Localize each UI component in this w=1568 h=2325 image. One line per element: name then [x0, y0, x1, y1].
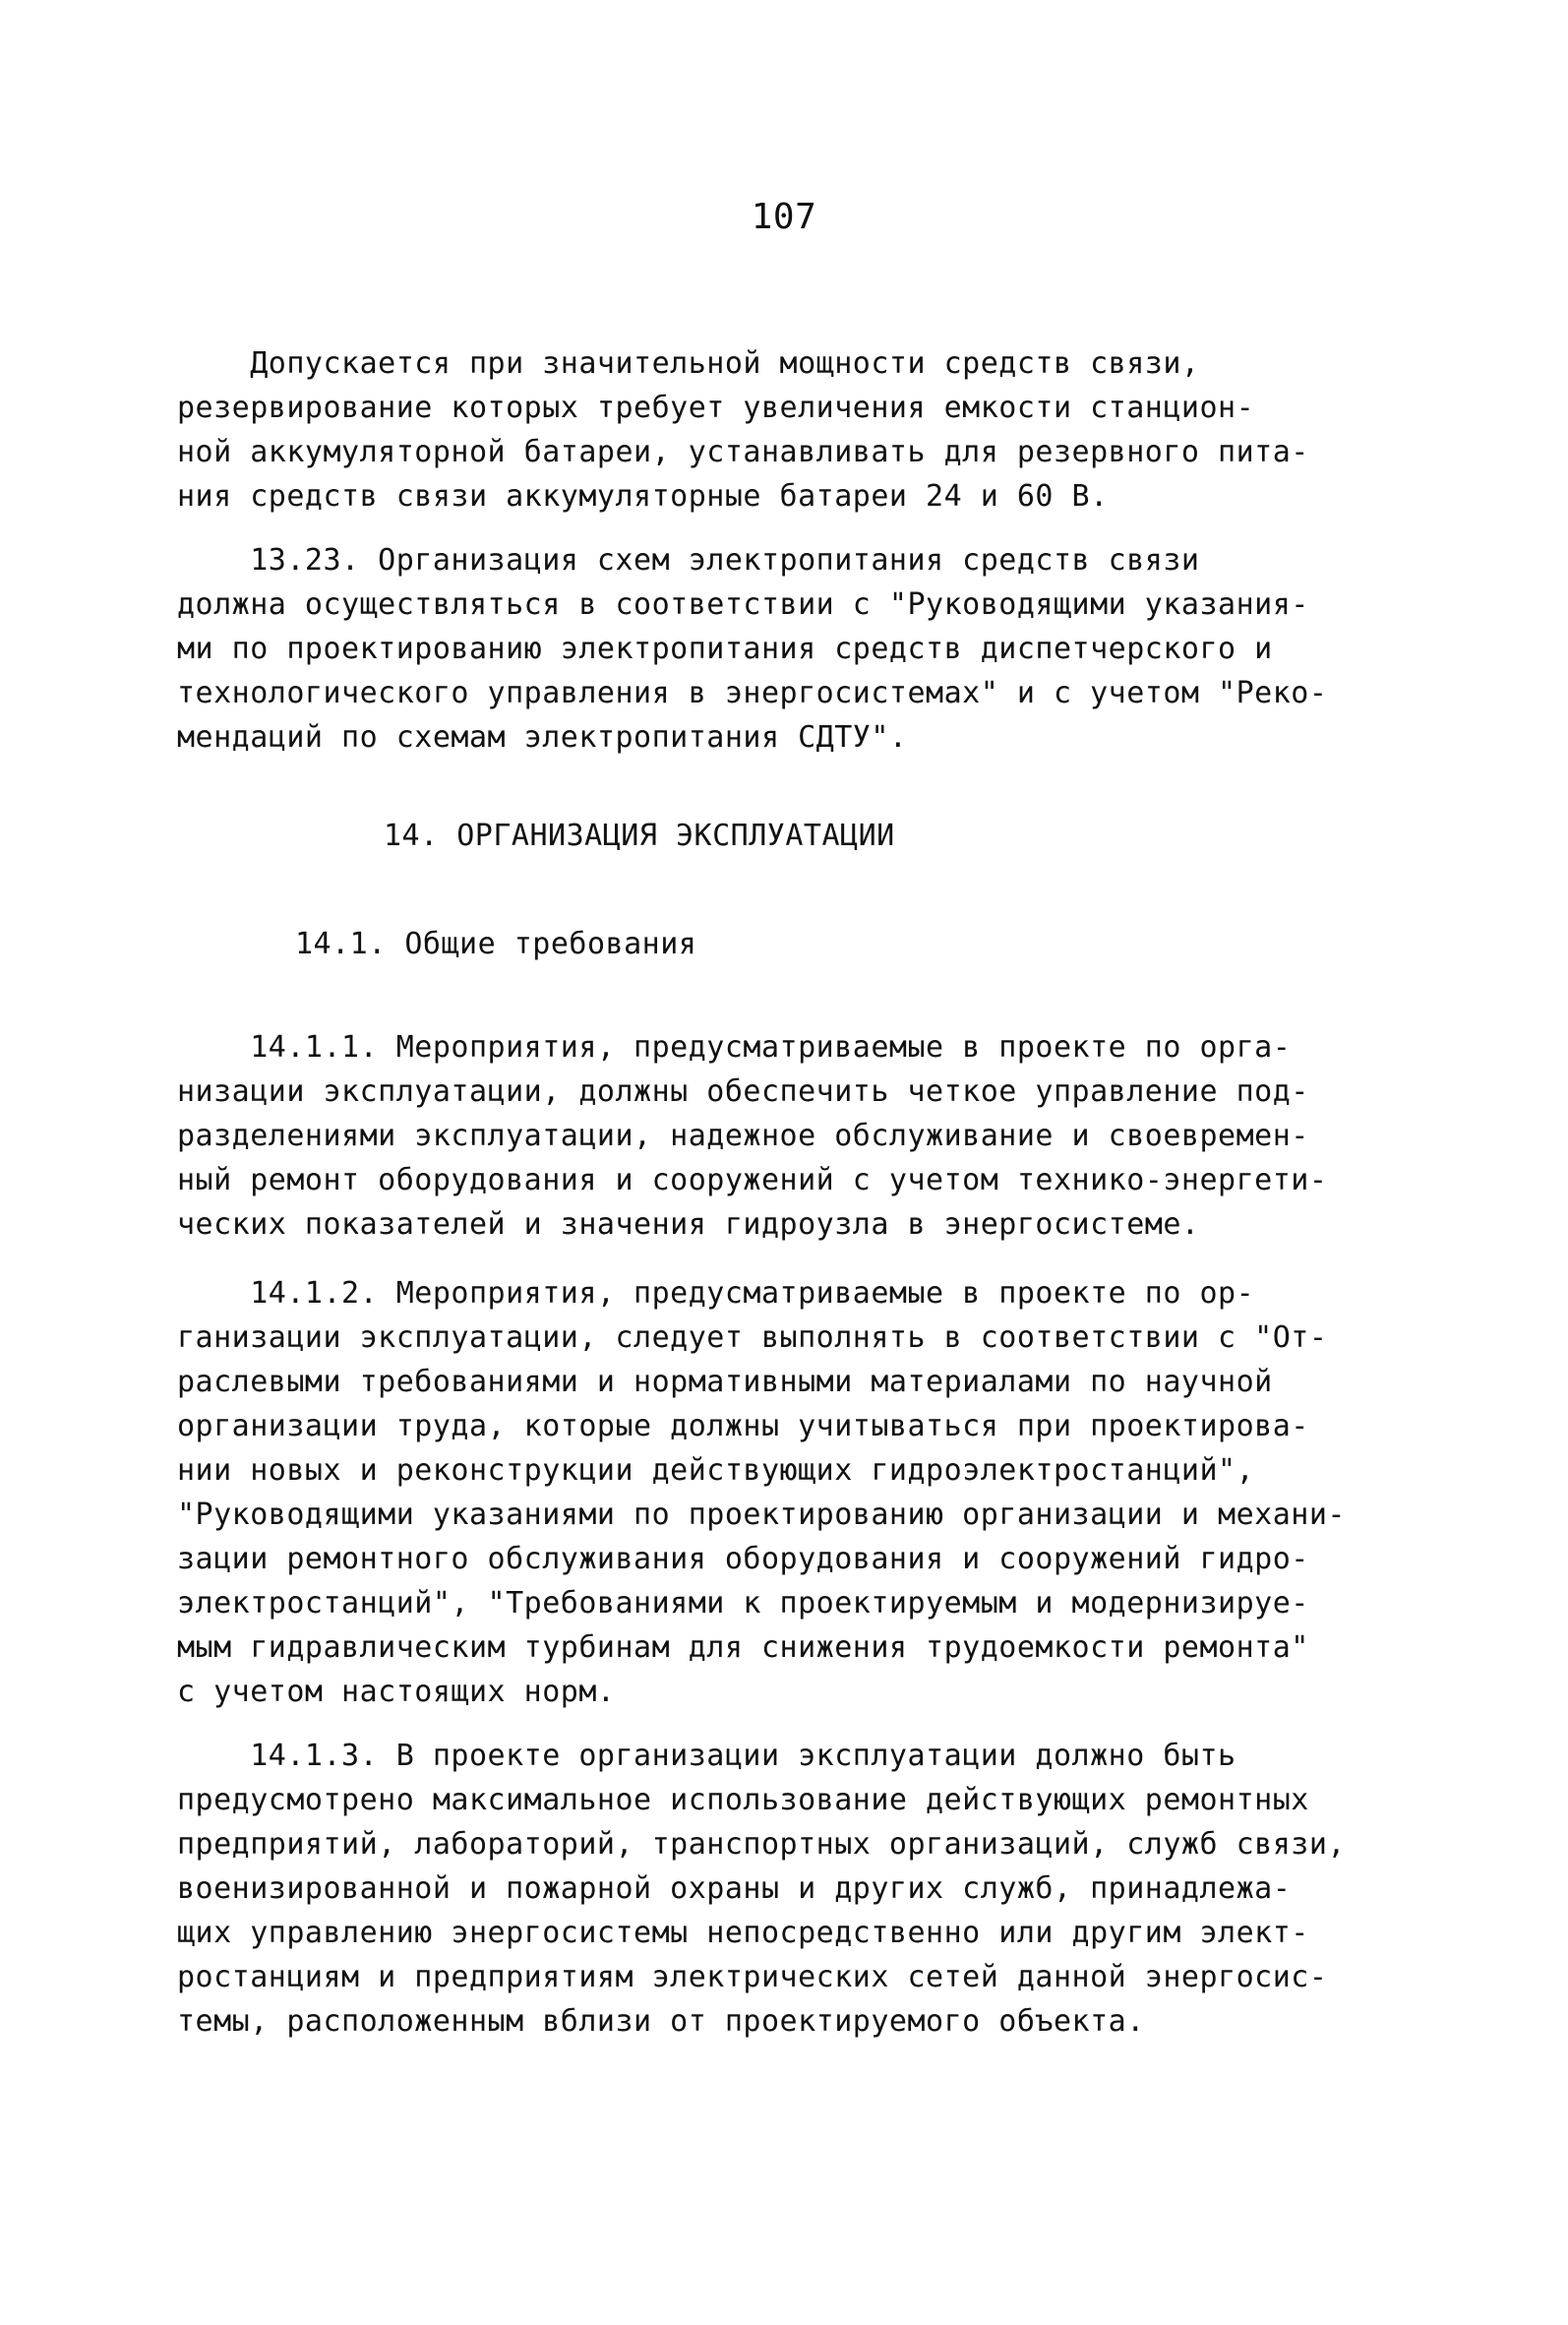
text-line: нии новых и реконструкции действующих гидроэлектростанций", [177, 1453, 1255, 1488]
text-line: ганизации эксплуатации, следует выполнять в соответствии с "От- [177, 1320, 1328, 1355]
text-line: электростанций", "Требованиями к проектируемым и модернизируе- [177, 1586, 1309, 1621]
text-line: ния средств связи аккумуляторные батареи 24 и 60 В. [177, 479, 1109, 514]
text-line: темы, расположенным вблизи от проектируемого объекта. [177, 2004, 1145, 2039]
text-line: ческих показателей и значения гидроузла в энергосистеме. [177, 1207, 1200, 1242]
text-line: предприятий, лабораторий, транспортных организаций, служб связи, [177, 1827, 1346, 1862]
text-line: раслевыми требованиями и нормативными материалами по научной [177, 1365, 1273, 1399]
text-line: ми по проектированию электропитания средств диспетчерского и [177, 632, 1273, 666]
text-line: с учетом настоящих норм. [177, 1675, 616, 1709]
text-line: 14.1.1. Мероприятия, предусматриваемые в проекте по орга- [177, 1030, 1292, 1065]
text-line: 13.23. Организация схем электропитания средств связи [177, 543, 1200, 578]
section-heading: 14. ОРГАНИЗАЦИЯ ЭКСПЛУАТАЦИИ [384, 819, 895, 853]
text-line: разделениями эксплуатации, надежное обслуживание и своевремен- [177, 1119, 1309, 1153]
text-line: организации труда, которые должны учитываться при проектирова- [177, 1409, 1309, 1443]
text-line: щих управлению энергосистемы непосредственно или другим элект- [177, 1916, 1309, 1950]
text-line: технологического управления в энергосистемах" и с учетом "Реко- [177, 676, 1328, 710]
text-line: "Руководящими указаниями по проектированию организации и механи- [177, 1498, 1346, 1532]
text-line: предусмотрено максимальное использование действующих ремонтных [177, 1783, 1309, 1817]
text-line: ростанциям и предприятиям электрических сетей данной энергосис- [177, 1960, 1328, 1994]
text-line: ной аккумуляторной батареи, устанавливать для резервного пита- [177, 435, 1309, 469]
subsection-heading: 14.1. Общие требования [295, 927, 697, 961]
text-line: ный ремонт оборудования и сооружений с учетом технико-энергети- [177, 1163, 1328, 1197]
text-line: низации эксплуатации, должны обеспечить четкое управление под- [177, 1074, 1309, 1109]
text-line: мендаций по схемам электропитания СДТУ". [177, 720, 908, 755]
text-line: 14.1.2. Мероприятия, предусматриваемые в проекте по ор- [177, 1276, 1255, 1311]
text-line: должна осуществляться в соответствии с "Руководящими указания- [177, 587, 1309, 622]
text-line: зации ремонтного обслуживания оборудования и сооружений гидро- [177, 1542, 1309, 1576]
text-line: военизированной и пожарной охраны и других служб, принадлежа- [177, 1871, 1292, 1906]
text-line: мым гидравлическим турбинам для снижения трудоемкости ремонта" [177, 1630, 1309, 1665]
text-line: резервирование которых требует увеличения емкости станцион- [177, 391, 1255, 425]
text-line: Допускается при значительной мощности средств связи, [177, 346, 1200, 381]
text-line: 14.1.3. В проекте организации эксплуатации должно быть [177, 1739, 1236, 1773]
page-number: 107 [751, 197, 817, 237]
